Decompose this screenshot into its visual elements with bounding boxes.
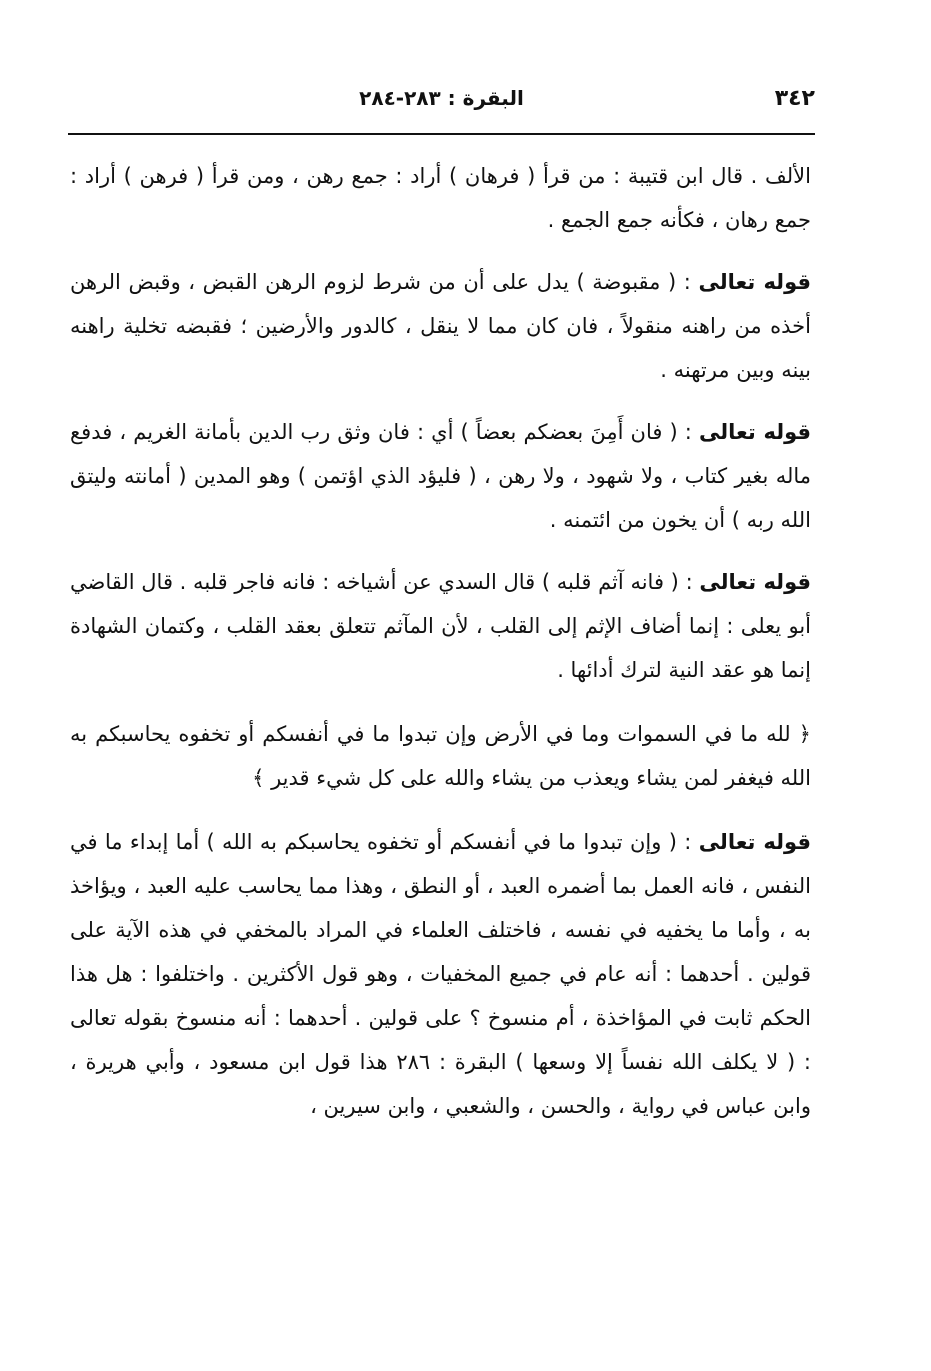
paragraph-tubdu xyxy=(70,820,811,1128)
paragraph-text: : ( فانه آثم قلبه ) قال السدي عن أشياخه : فانه فاجر قلبه . قال القاضي أبو يعلى : إنما أضاف الإثم إلى القلب ، لأن المآثم تتعلق بعقد القلب ، وكتمان الشهادة إنما هو عقد النية لترك أدائها . xyxy=(70,570,811,682)
quran-verse xyxy=(70,712,811,800)
paragraph-text: : ( وإن تبدوا ما في أنفسكم أو تخفوه يحاسبكم به الله ) أما إبداء ما في النفس ، فانه العمل بما أضمره العبد ، أو النطق ، وهذا مما يحاسب عليه العبد ، ويؤاخذ به ، وأما ما يخفيه في نفسه ، فاختلف العلماء في المراد بالمخفي في هذه الآية على قولين . أحدهما : أنه عام في جميع المخفيات ، وهو قول الأكثرين . واختلفوا : هل هذا الحكم ثابت في المؤاخذة ، أم منسوخ ؟ على قولين . أحدهما : أنه منسوخ بقوله تعالى : ( لا يكلف الله نفساً إلا وسعها ) البقرة : ٢٨٦ هذا قول ابن مسعود ، وأبي هريرة ، وابن عباس في رواية ، والحسن ، والشعبي ، وابن سيرين ، xyxy=(70,830,812,1118)
page-number: ٣٤٢ xyxy=(774,86,815,111)
paragraph-amin xyxy=(70,410,811,542)
paragraph-lead: قوله تعالى xyxy=(698,830,811,854)
page-header xyxy=(68,86,815,126)
paragraph-lead: قوله تعالى xyxy=(699,570,811,594)
paragraph-text: : ( فان أَمِنَ بعضكم بعضاً ) أي : فان وثق رب الدين بأمانة الغريم ، فدفع ماله بغير كتاب ، ولا شهود ، ولا رهن ، ( فليؤد الذي اؤتمن ) وهو المدين ( أمانته وليتق الله ربه ) أن يخون من ائتمنه . xyxy=(70,420,811,532)
body-text xyxy=(70,154,811,1128)
verse-text: ﴿ لله ما في السموات وما في الأرض وإن تبدوا ما في أنفسكم أو تخفوه يحاسبكم به الله فيغفر لمن يشاء ويعذب من يشاء والله على كل شيء قدير ﴾ xyxy=(70,722,811,790)
paragraph-maqbuda xyxy=(70,260,811,392)
running-head: البقرة : ٢٨٣-٢٨٤ xyxy=(359,86,524,110)
paragraph-lead: قوله تعالى xyxy=(698,270,811,294)
paragraph-lead: قوله تعالى xyxy=(698,420,811,444)
header-rule xyxy=(68,133,815,135)
paragraph-athim xyxy=(70,560,811,692)
paragraph-text: الألف . قال ابن قتيبة : من قرأ ( فرهان ) أراد : جمع رهن ، ومن قرأ ( فرهن ) أراد : جمع رهان ، فكأنه جمع الجمع . xyxy=(70,164,811,232)
paragraph-text: : ( مقبوضة ) يدل على أن من شرط لزوم الرهن القبض ، وقبض الرهن أخذه من راهنه منقولاً ، فان كان مما لا ينقل ، كالدور والأرضين ؛ فقبضه تخلية راهنه بينه وبين مرتهنه . xyxy=(70,270,811,382)
paragraph-plural-note xyxy=(70,154,811,242)
